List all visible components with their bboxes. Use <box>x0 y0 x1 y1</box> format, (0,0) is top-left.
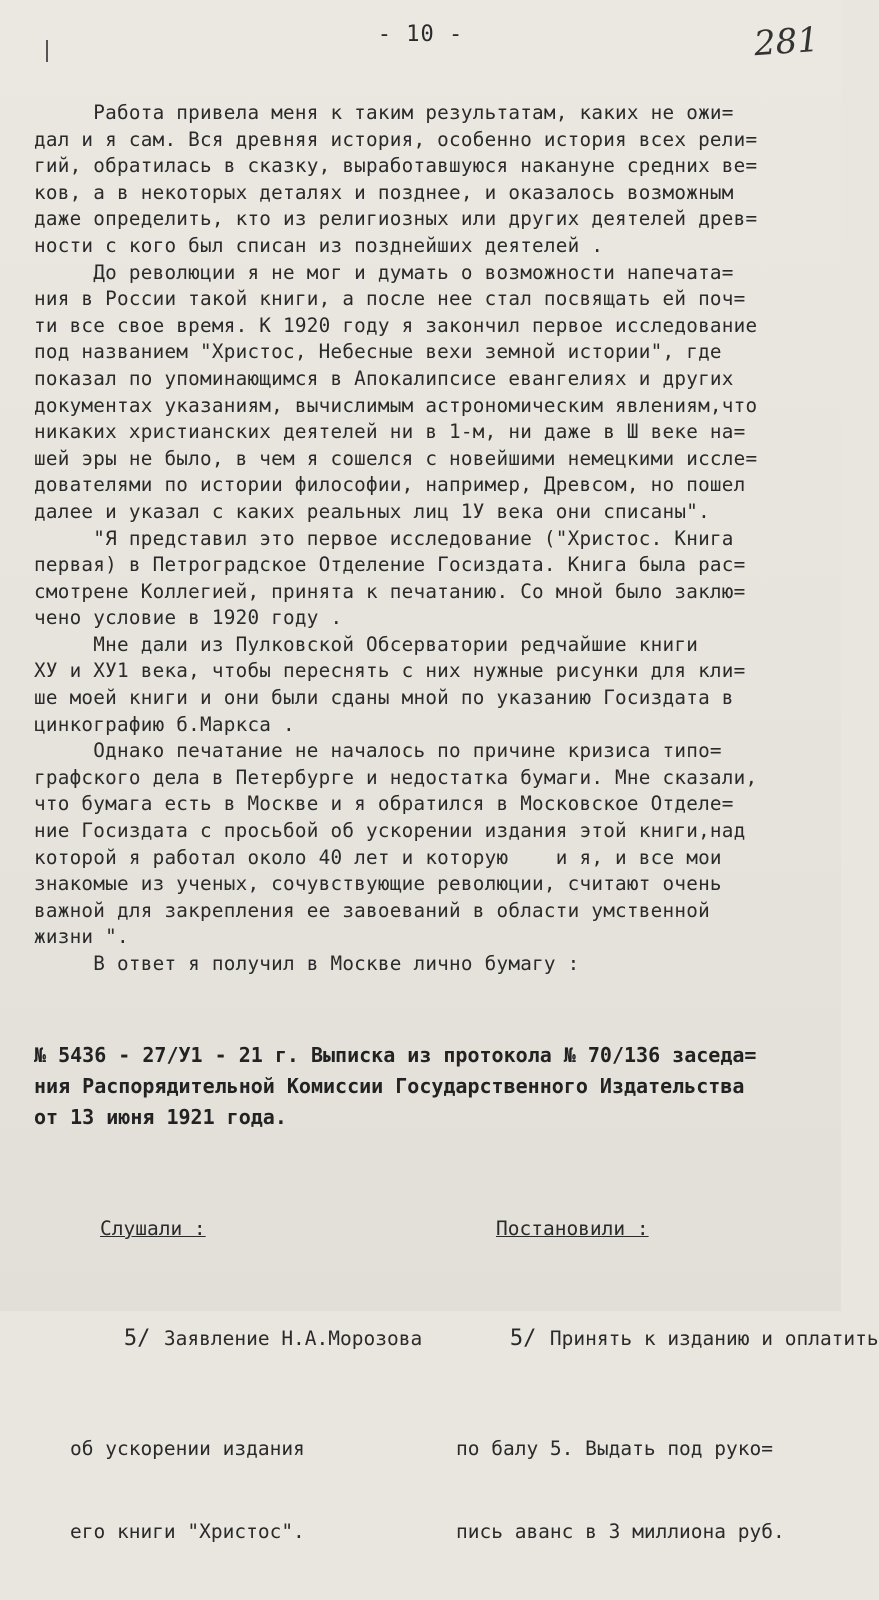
body-line: ности с кого был списан из позднейших деятелей . <box>34 233 604 257</box>
body-line: важной для закрепления ее завоеваний в области умственной <box>34 898 710 922</box>
body-line: дал и я сам. Вся древняя история, особенно история всех рели= <box>34 127 758 151</box>
protocol-line: № 5436 - 27/У1 - 21 г. Выписка из протокола № 70/136 заседа= <box>34 1043 757 1067</box>
body-line: знакомые из ученых, сочувствующие революции, считают очень <box>34 872 722 896</box>
body-line: смотрене Коллегией, принята к печатанию. Со мной было заклю= <box>34 579 746 603</box>
body-line: даже определить, кто из религиозных или других деятелей древ= <box>34 207 758 231</box>
body-line: ти все свое время. К 1920 году я закончил первое исследование <box>34 313 758 337</box>
body-line: которой я работал около 40 лет и которую и я, и все мои <box>34 845 722 869</box>
body-line: "Я представил это первое исследование ("Христос. Книга <box>34 526 734 550</box>
body-line: жизни ". <box>34 925 129 949</box>
resolved-item-number: 5/ <box>509 1326 537 1351</box>
body-line: ния в России такой книги, а после нее стал посвящать ей поч= <box>34 287 746 311</box>
body-line: ков, а в некоторых деталях и позднее, и оказалось возможным <box>34 180 734 204</box>
resolution-table <box>30 1160 879 1543</box>
heard-item <box>30 1298 423 1381</box>
heard-column <box>30 1160 423 1600</box>
body-line: документах указаниям, вычислимым астрономическим явлениям,что <box>34 393 758 417</box>
body-line: Мне дали из Пулковской Обсерватории редчайшие книги <box>34 632 699 656</box>
body-line: чено условие в 1920 году . <box>34 606 343 630</box>
body-line: графского дела в Петербурге и недостатка бумаги. Мне сказали, <box>34 765 758 789</box>
protocol-line: от 13 июня 1921 года. <box>34 1105 287 1129</box>
body-line: что бумага есть в Москве и я обратился в Московское Отделе= <box>34 792 734 816</box>
heard-line: его книги "Христос". <box>70 1519 305 1543</box>
resolved-heading: Постановили : <box>496 1217 649 1240</box>
resolved-line: Принять к изданию и оплатить <box>549 1327 879 1350</box>
resolved-item <box>416 1298 879 1381</box>
page-number: - 10 - <box>377 22 464 47</box>
resolved-column <box>416 1160 879 1600</box>
heard-heading: Слушали : <box>100 1217 206 1240</box>
body-line: под названием "Христос, Небесные вехи земной истории", где <box>34 340 722 364</box>
protocol-header <box>34 1040 840 1133</box>
protocol-line: ния Распорядительной Комиссии Государственного Издательства <box>34 1074 745 1098</box>
heard-line: об ускорении издания <box>70 1437 305 1460</box>
body-line: Работа привела меня к таким результатам, каких не ожи= <box>34 101 734 124</box>
body-line: первая) в Петроградское Отделение Госиздата. Книга была рас= <box>34 553 746 577</box>
heard-line: Заявление Н.А.Морозова <box>163 1327 423 1350</box>
resolved-line: пись аванс в 3 миллиона руб. <box>456 1519 785 1543</box>
archive-number: 281 <box>752 19 821 65</box>
body-line: ХУ и ХУ1 века, чтобы переснять с них нужные рисунки для кли= <box>34 659 746 683</box>
body-line: гий, обратилась в сказку, выработавшуюся накануне средних ве= <box>34 154 758 178</box>
body-line: показал по упоминающимся в Апокалипсисе евангелиях и других <box>34 366 734 390</box>
body-line: цинкографию б.Маркса . <box>34 712 295 736</box>
body-line: В ответ я получил в Москве лично бумагу : <box>34 952 580 975</box>
resolved-line: по балу 5. Выдать под руко= <box>456 1437 773 1460</box>
body-line: ше моей книги и они были сданы мной по указанию Госиздата в <box>34 686 734 710</box>
body-line: До революции я не мог и думать о возможности напечата= <box>34 260 734 284</box>
heard-item-number: 5/ <box>123 1326 151 1351</box>
body-line: шей эры не было, в чем я сошелся с новейшими немецкими иссле= <box>34 446 758 470</box>
body-line: Однако печатание не началось по причине кризиса типо= <box>34 739 722 763</box>
body-line: ние Госиздата с просьбой об ускорении издания этой книги,над <box>34 819 746 843</box>
body-line: никаких христианских деятелей ни в 1-м, ни даже в Ш веке на= <box>34 420 746 444</box>
body-line: дователями по истории философии, например, Древсом, но пошел <box>34 473 746 497</box>
body-line: далее и указал с каких реальных лиц 1У века они списаны". <box>34 499 710 523</box>
body-text <box>34 100 840 978</box>
